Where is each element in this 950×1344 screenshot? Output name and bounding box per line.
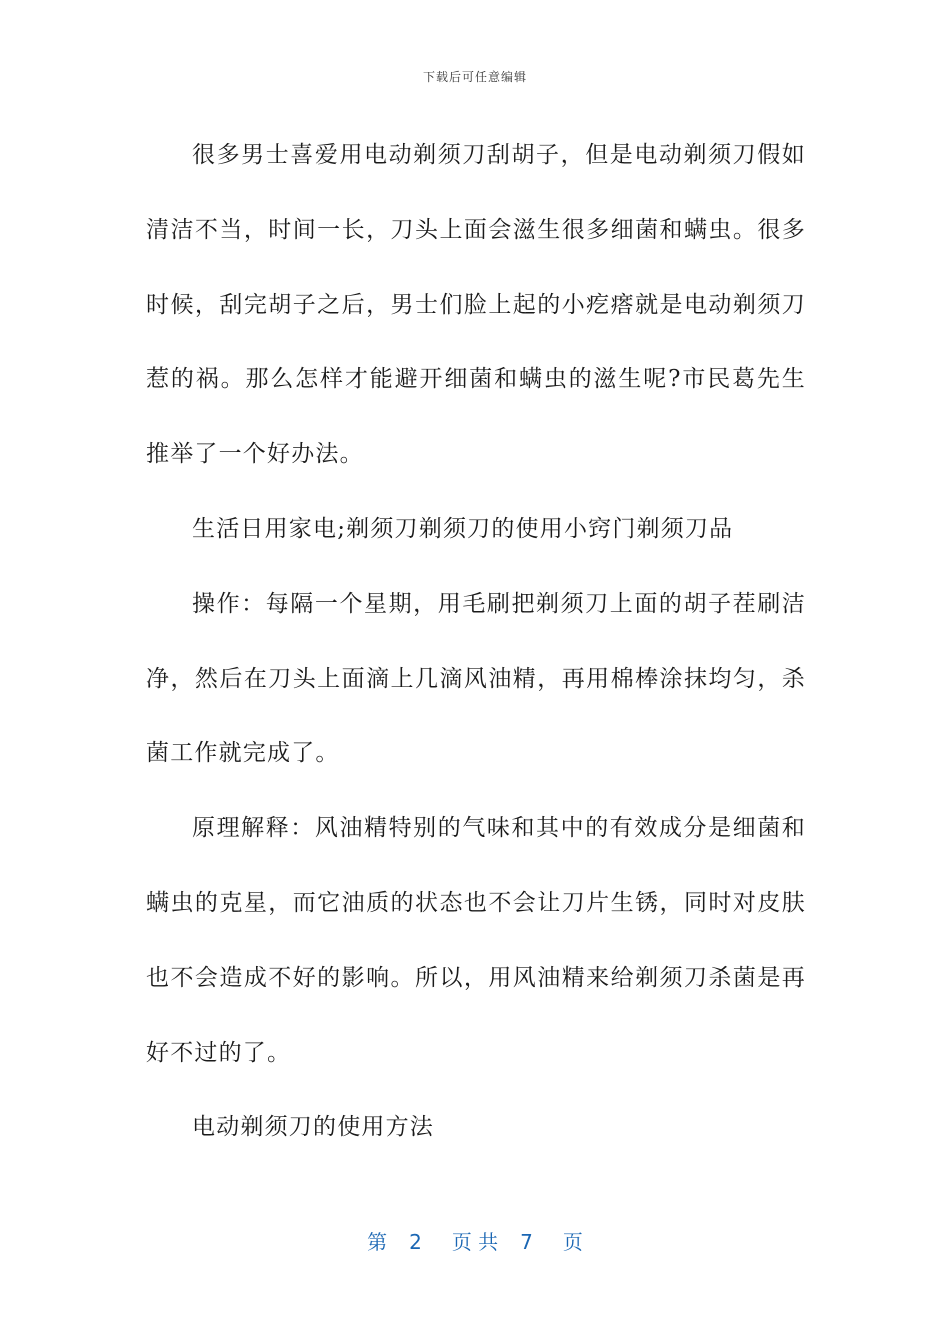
footer-middle: 页 共 [451,1230,499,1254]
footer-suffix: 页 [562,1230,583,1254]
paragraph-operation: 操作：每隔一个星期，用毛刷把剃须刀上面的胡子茬刷洁净，然后在刀头上面滴上几滴风油精，再用棉棒涂抹均匀，杀菌工作就完成了。 [146,590,806,767]
page-footer [0,1226,950,1255]
paragraph-intro: 很多男士喜爱用电动剃须刀刮胡子，但是电动剃须刀假如清洁不当，时间一长，刀头上面会滋生很多细菌和螨虫。很多时候，刮完胡子之后，男士们脸上起的小疙瘩就是电动剃须刀惹的祸。那么怎样才能避开细菌和螨虫的滋生呢?市民葛先生推举了一个好办法。 [146,142,806,468]
footer-prefix: 第 [367,1230,388,1254]
paragraph-section-heading: 电动剃须刀的使用方法 [192,1114,434,1141]
paragraph-category: 生活日用家电;剃须刀剃须刀的使用小窍门剃须刀品 [192,515,734,542]
footer-total-pages: 7 [520,1230,533,1254]
footer-current-page: 2 [409,1230,422,1254]
document-body [146,118,806,1165]
header-note: 下载后可任意编辑 [422,70,527,84]
paragraph-principle: 原理解释：风油精特别的气味和其中的有效成分是细菌和螨虫的克星，而它油质的状态也不会让刀片生锈，同时对皮肤也不会造成不好的影响。所以，用风油精来给剃须刀杀菌是再好不过的了。 [146,815,806,1066]
